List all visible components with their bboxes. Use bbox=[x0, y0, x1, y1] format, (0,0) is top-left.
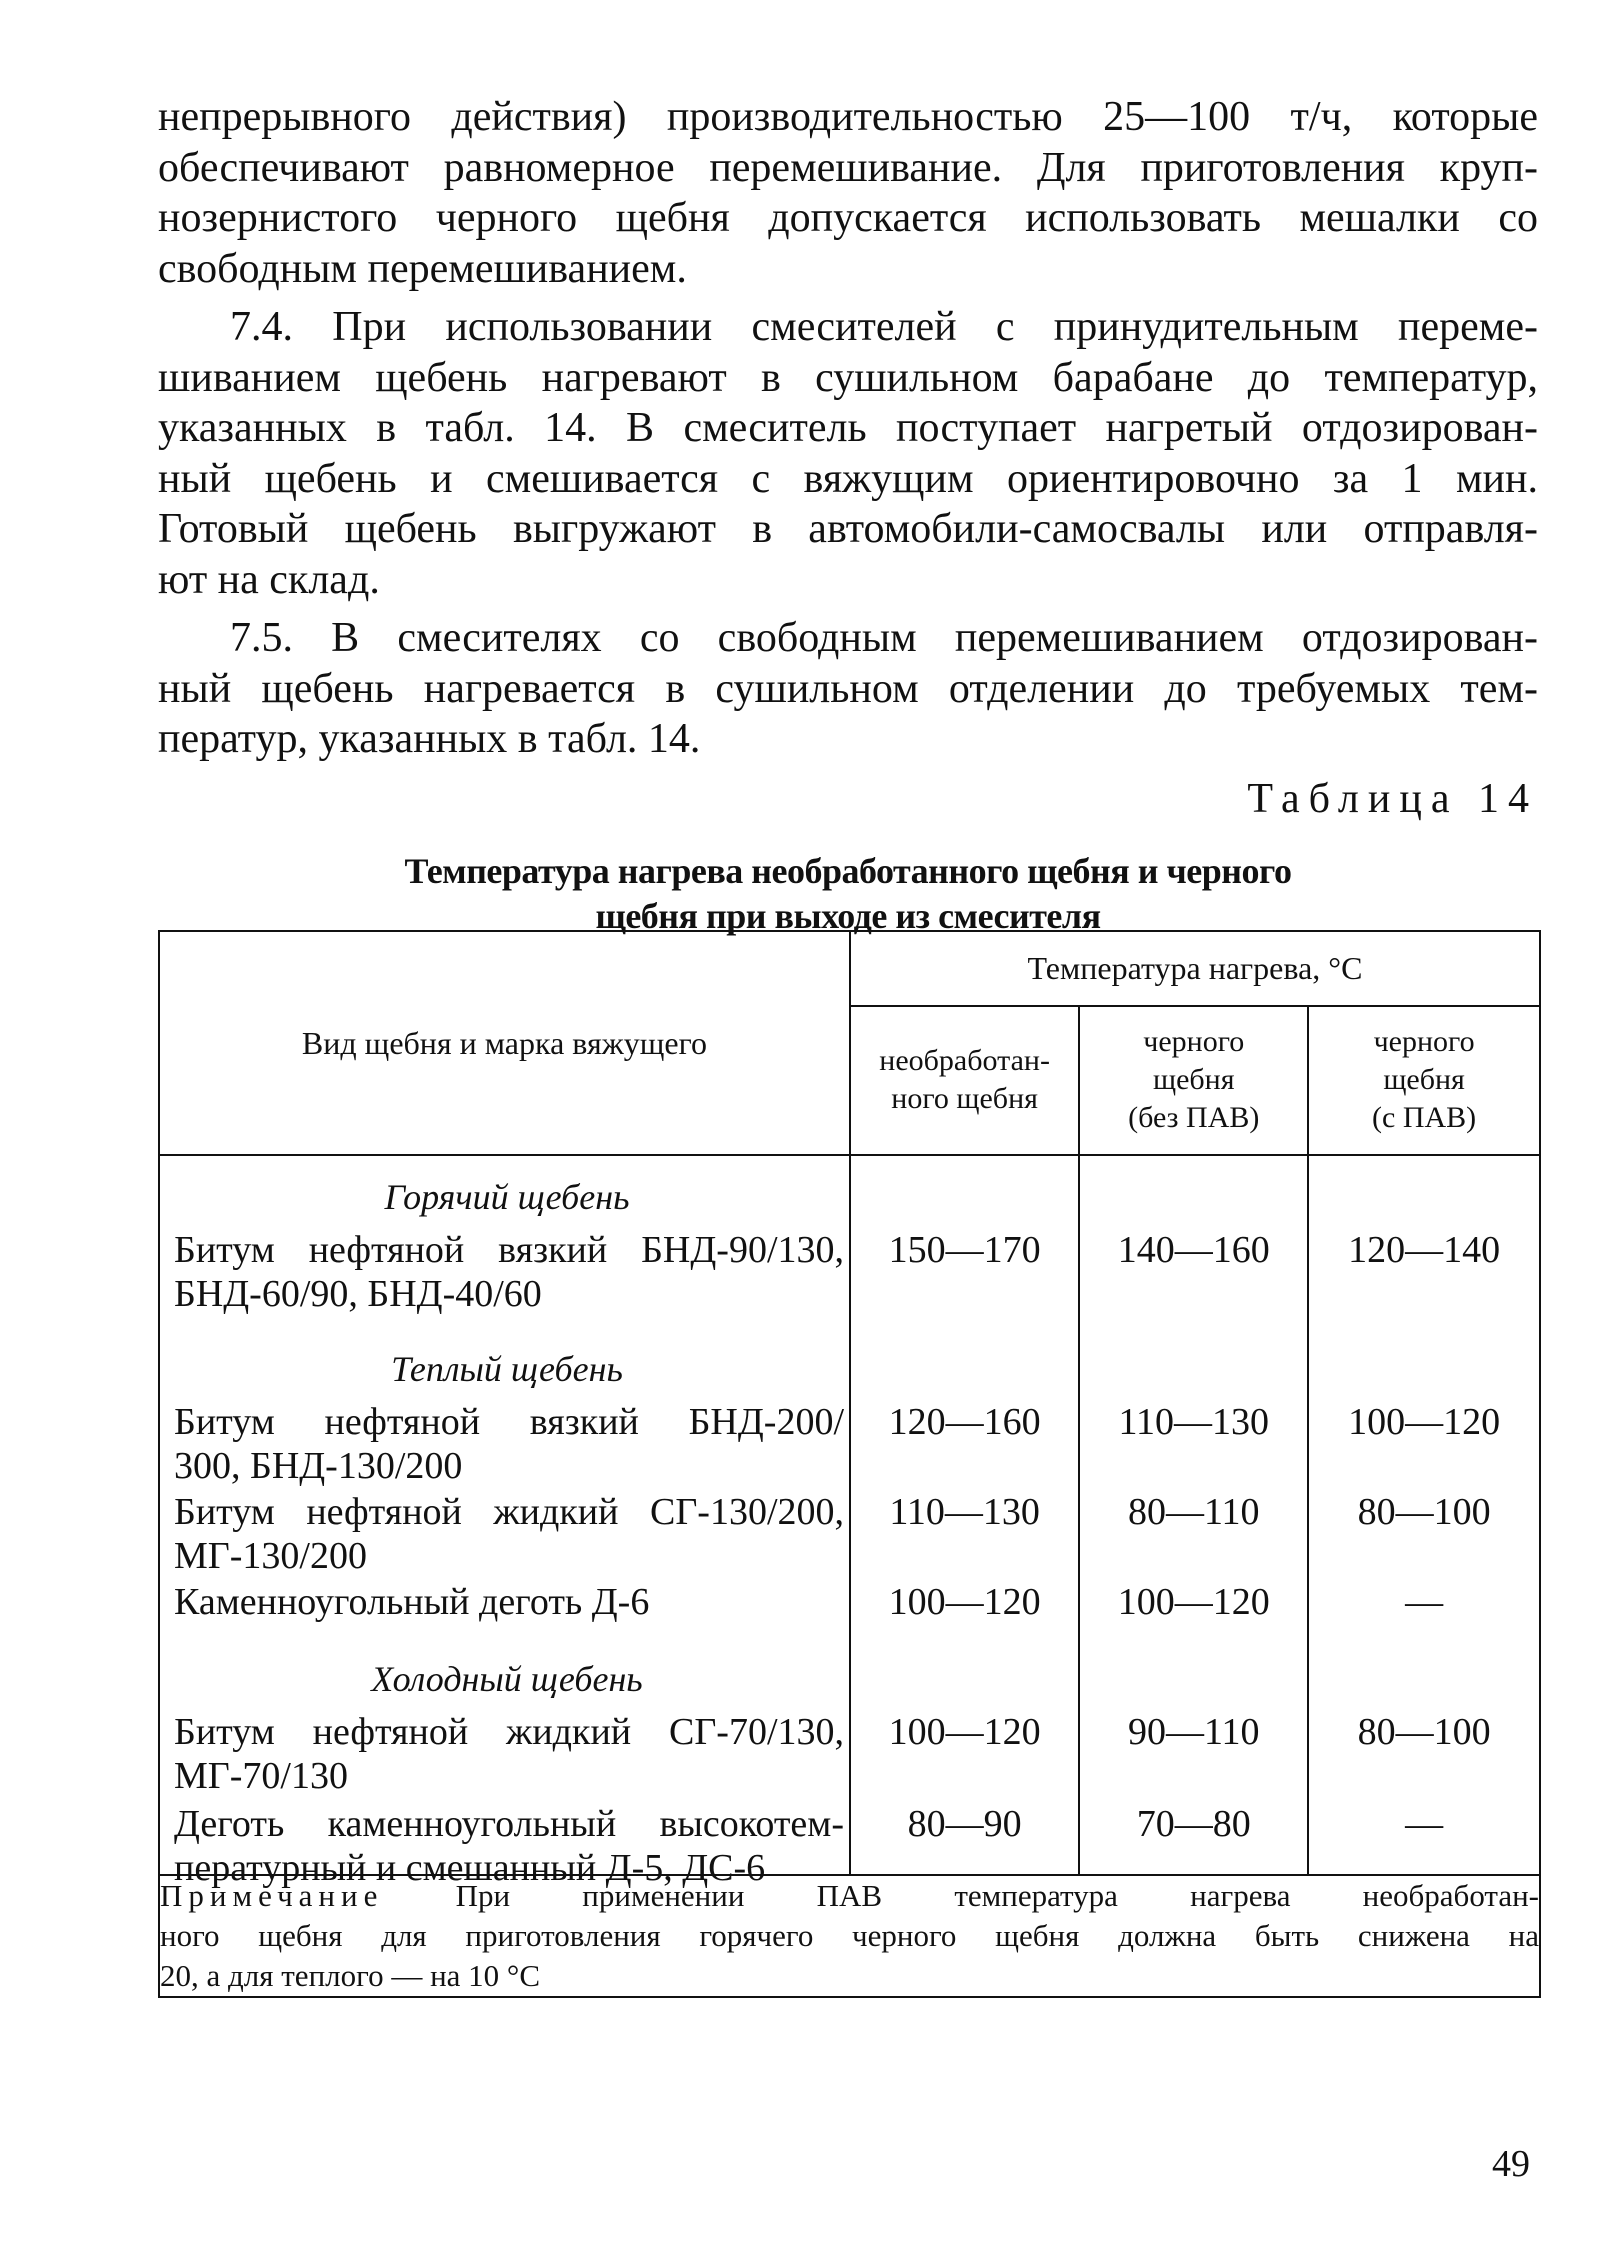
row-6-label bbox=[174, 1802, 844, 1890]
table-title-line: щебня при выходе из смесителя bbox=[595, 895, 1101, 936]
cell-value: 110—130 bbox=[1118, 1401, 1270, 1443]
text-line: шиванием щебень нагревают в сушильном барабане до температур, bbox=[158, 354, 1538, 401]
body-col-black-no-surfactant bbox=[1079, 1155, 1308, 1875]
cell-value: 100—120 bbox=[888, 1581, 1041, 1623]
header-col-untreated bbox=[850, 1006, 1079, 1155]
text-line: ют на склад. bbox=[158, 556, 380, 603]
row-4-label bbox=[174, 1580, 844, 1624]
table-note bbox=[159, 1875, 1540, 1997]
header-left: Вид щебня и марка вяжущего bbox=[159, 931, 850, 1155]
text-line: указанных в табл. 14. В смеситель поступает нагретый отдозирован- bbox=[158, 405, 1538, 451]
paragraph-7-5 bbox=[158, 613, 1538, 765]
text-line: Готовый щебень выгружают в автомобили-самосвалы или отправля- bbox=[158, 506, 1538, 552]
value-column bbox=[1080, 1156, 1307, 1874]
cell-value: 100—120 bbox=[888, 1711, 1041, 1753]
header-text: щебня bbox=[1152, 1063, 1235, 1097]
table-label: Таблица 14 bbox=[1247, 775, 1538, 822]
row-line: Битум нефтяной вязкий БНД-200/ bbox=[174, 1401, 844, 1443]
row-line: Битум нефтяной жидкий СГ-130/200, bbox=[174, 1491, 844, 1533]
header-text: необработан- bbox=[879, 1044, 1050, 1078]
text-line: ный щебень и смешивается с вяжущим ориентировочно за 1 мин. bbox=[158, 455, 1538, 502]
table-title bbox=[158, 849, 1538, 939]
note-line: 20, а для теплого — на 10 °С bbox=[160, 1958, 540, 1993]
cell-value: 120—140 bbox=[1348, 1229, 1501, 1271]
left-column bbox=[160, 1156, 849, 1889]
row-line: пературный и смешанный Д-5, ДС-6 bbox=[174, 1847, 766, 1889]
cell-value: 80—110 bbox=[1127, 1491, 1260, 1533]
row-1-label bbox=[174, 1228, 844, 1316]
header-text: ного щебня bbox=[891, 1082, 1038, 1116]
text-line: ператур, указанных в табл. 14. bbox=[158, 716, 701, 762]
cell-value: 80—100 bbox=[1357, 1711, 1491, 1753]
temperature-table bbox=[158, 930, 1541, 1998]
header-text: щебня bbox=[1383, 1063, 1465, 1097]
row-line: БНД-60/90, БНД-40/60 bbox=[174, 1273, 542, 1315]
row-5-label bbox=[174, 1710, 844, 1798]
row-line: Битум нефтяной жидкий СГ-70/130, bbox=[174, 1711, 844, 1753]
header-text: черного bbox=[1373, 1025, 1475, 1059]
cell-value: 140—160 bbox=[1117, 1229, 1270, 1271]
cell-value: 150—170 bbox=[888, 1229, 1041, 1271]
row-3-label bbox=[174, 1490, 844, 1578]
header-text: (без ПАВ) bbox=[1128, 1101, 1260, 1135]
row-line: Каменноугольный деготь Д-6 bbox=[174, 1581, 650, 1623]
cell-value: 90—110 bbox=[1127, 1711, 1260, 1753]
value-column bbox=[1309, 1156, 1539, 1874]
body-col-black-surfactant bbox=[1308, 1155, 1540, 1875]
section-hot: Горячий щебень bbox=[384, 1177, 630, 1217]
cell-value: 110—130 bbox=[889, 1491, 1040, 1533]
paragraph-1 bbox=[158, 92, 1538, 294]
row-2-label bbox=[174, 1400, 844, 1488]
text-line: непрерывного действия) производительностью 25—100 т/ч, которые bbox=[158, 94, 1538, 140]
row-line: Битум нефтяной вязкий БНД-90/130, bbox=[174, 1229, 844, 1271]
note-text: При применении ПАВ температура нагрева необработан- bbox=[455, 1878, 1540, 1913]
cell-value: — bbox=[1405, 1803, 1444, 1845]
section-warm: Теплый щебень bbox=[391, 1349, 623, 1389]
cell-value: 80—100 bbox=[1357, 1491, 1491, 1533]
table-title-line: Температура нагрева необработанного щебня и черного bbox=[404, 850, 1292, 891]
text-line: 7.4. При использовании смесителей с принудительным переме- bbox=[230, 304, 1538, 350]
note-label: Примечание bbox=[160, 1878, 384, 1913]
row-line: 300, БНД-130/200 bbox=[174, 1445, 463, 1487]
header-text: (с ПАВ) bbox=[1372, 1101, 1477, 1135]
cell-value: 100—120 bbox=[1348, 1401, 1501, 1443]
section-cold: Холодный щебень bbox=[371, 1659, 643, 1699]
header-text: черного bbox=[1143, 1025, 1245, 1059]
value-column bbox=[851, 1156, 1078, 1874]
text-line: ный щебень нагревается в сушильном отделении до требуемых тем- bbox=[158, 665, 1538, 712]
paragraph-7-4 bbox=[158, 302, 1538, 605]
row-line: МГ-70/130 bbox=[174, 1755, 348, 1797]
cell-value: 80—90 bbox=[907, 1803, 1022, 1845]
header-col-black-no-surfactant bbox=[1079, 1006, 1308, 1155]
row-line: Деготь каменноугольный высокотем- bbox=[174, 1803, 844, 1845]
text-line: нозернистого черного щебня допускается использовать мешалки со bbox=[158, 195, 1538, 241]
page-number: 49 bbox=[1492, 2143, 1530, 2185]
header-col-black-surfactant bbox=[1308, 1006, 1540, 1155]
text-line: свободным перемешиванием. bbox=[158, 245, 687, 292]
body-col-untreated bbox=[850, 1155, 1079, 1875]
cell-value: — bbox=[1405, 1581, 1444, 1623]
header-group: Температура нагрева, °С bbox=[850, 931, 1540, 1006]
note-line: ного щебня для приготовления горячего черного щебня должна быть снижена на bbox=[160, 1918, 1539, 1953]
cell-value: 120—160 bbox=[888, 1401, 1041, 1443]
text-line: обеспечивают равномерное перемешивание. Для приготовления круп- bbox=[158, 144, 1538, 191]
body-col-left bbox=[159, 1155, 850, 1889]
page-content bbox=[158, 92, 1540, 1993]
row-line: МГ-130/200 bbox=[174, 1535, 367, 1577]
cell-value: 100—120 bbox=[1117, 1581, 1270, 1623]
text-line: 7.5. В смесителях со свободным перемешиванием отдозирован- bbox=[230, 615, 1538, 661]
cell-value: 70—80 bbox=[1136, 1803, 1251, 1845]
